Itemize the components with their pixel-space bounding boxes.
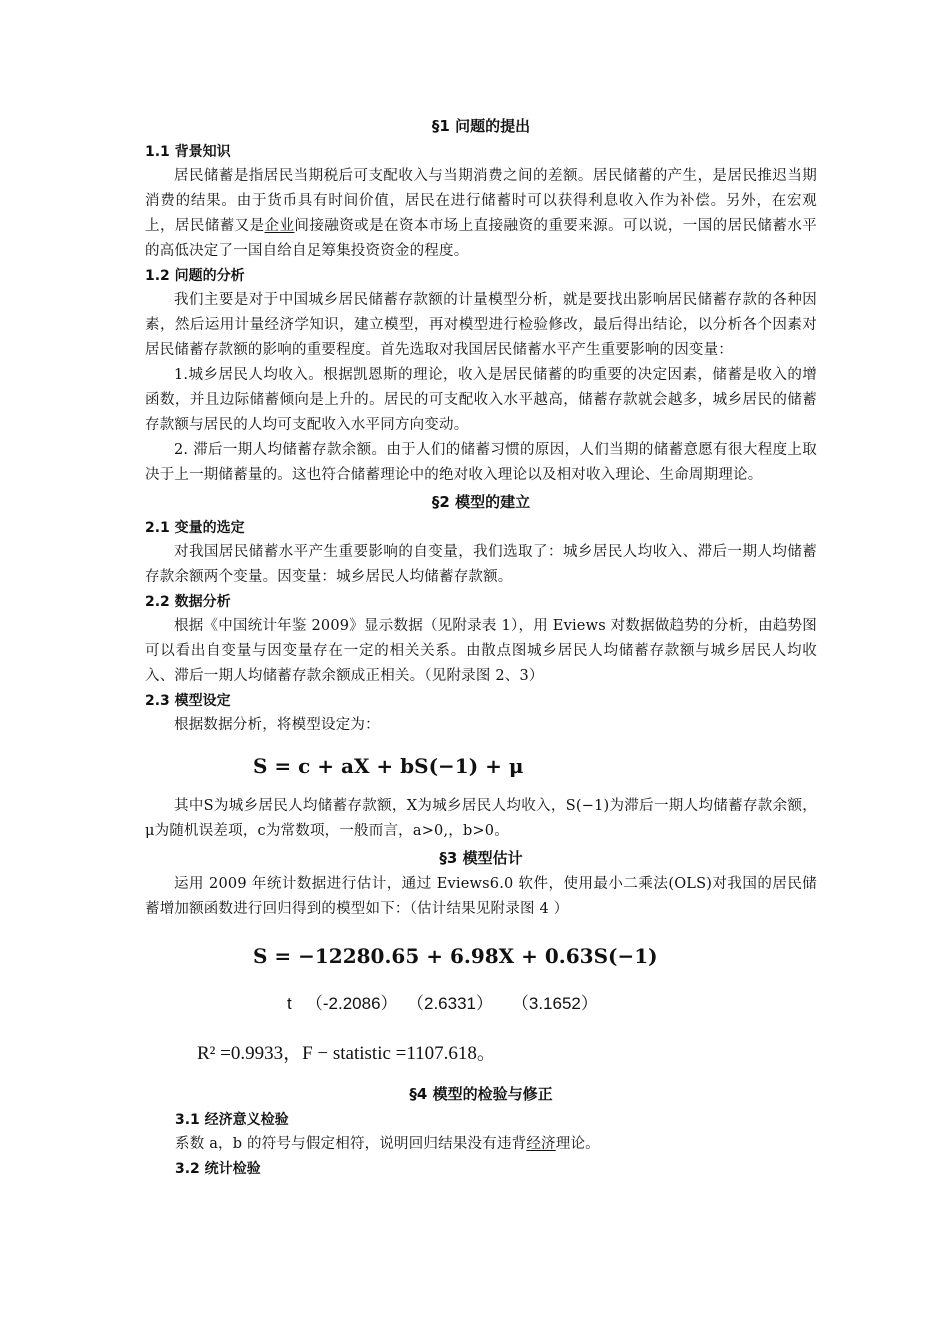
subsection-2-1-heading: 2.1 变量的选定 [145,520,245,536]
paragraph-background-text-a: 居民储蓄是指居民当期税后可支配收入与当期消费之间的差额。居民储蓄的产生，是居民推迟当期消费的结果。由于货币具有时间价值，居民在进行储蓄时可以获得利息收入作为补偿。另外，在宏观上，居民储蓄又是 [145,168,817,234]
paragraph-model-setting: 根据数据分析，将模型设定为： [174,717,380,733]
section-4-title: §4 模型的检验与修正 [409,1085,553,1103]
subsection-1-2-heading: 1.2 问题的分析 [145,268,245,284]
t-statistics-line: t （-2.2086） （2.6331） （3.1652） [287,994,598,1013]
section-1-title: §1 问题的提出 [431,117,531,135]
section-3-title: §3 模型估计 [439,849,523,867]
subsection-1-1-heading: 1.1 背景知识 [145,144,231,160]
estimated-equation: S = −12280.65 + 6.98X + 0.63S(−1) [253,944,658,968]
paragraph-variables: 对我国居民储蓄水平产生重要影响的自变量，我们选取了：城乡居民人均收入、滞后一期人均储蓄存款余额两个变量。因变量：城乡居民人均储蓄存款额。 [145,544,817,585]
paragraph-economic-test-text-b: 理论。 [555,1136,600,1152]
subsection-3-1-heading: 3.1 经济意义检验 [175,1112,289,1128]
subsection-3-2-heading: 3.2 统计检验 [175,1161,261,1177]
subsection-2-2-heading: 2.2 数据分析 [145,594,231,610]
paragraph-data-analysis: 根据《中国统计年鉴 2009》显示数据（见附录表 1），用 Eviews 对数据做趋势的分析，由趋势图可以看出自变量与因变量存在一定的相关关系。由散点图城乡居民人均储蓄存款额与城乡居民人均收入、滞后一期人均储蓄存款余额成正相关。（见附录图 2、3） [145,618,817,684]
paragraph-variable-definitions: 其中S为城乡居民人均储蓄存款额，X为城乡居民人均收入，S(−1)为滞后一期人均储蓄存款余额，μ为随机误差项，c为常数项，一般而言，a>0,，b>0。 [145,798,817,839]
subsection-2-3-heading: 2.3 模型设定 [145,693,231,709]
paragraph-analysis: 我们主要是对于中国城乡居民储蓄存款额的计量模型分析，就是要找出影响居民储蓄存款的各种因素，然后运用计量经济学知识，建立模型，再对模型进行检验修改，最后得出结论，以分析各个因素对居民储蓄存款额的影响的重要程度。首先选取对我国居民储蓄水平产生重要影响的因变量： [145,292,817,358]
document-page [145,112,817,1181]
list-item-income: 1.城乡居民人均收入。根据凯恩斯的理论，收入是居民储蓄的昀重要的决定因素，储蓄是收入的增函数，并且边际储蓄倾向是上升的。居民的可支配收入水平越高，储蓄存款就会越多，城乡居民的储蓄存款额与居民的人均可支配收入水平同方向变动。 [145,367,817,433]
section-2-title: §2 模型的建立 [431,493,531,511]
model-equation: S = c + aX + bS(−1) + μ [253,754,524,778]
paragraph-estimation: 运用 2009 年统计数据进行估计，通过 Eviews6.0 软件，使用最小二乘法(OLS)对我国的居民储蓄增加额函数进行回归得到的模型如下：（估计结果见附录图 4 ） [145,876,817,917]
list-item-lagged-savings: 2. 滞后一期人均储蓄存款余额。由于人们的储蓄习惯的原因，人们当期的储蓄意愿有很大程度上取决于上一期储蓄量的。这也符合储蓄理论中的绝对收入理论以及相对收入理论、生命周期理论。 [145,442,817,483]
r-squared-line: R² =0.9933，F − statistic =1107.618。 [197,1043,496,1064]
link-economics[interactable]: 经济 [526,1136,556,1152]
paragraph-economic-test-text-a: 系数 a，b 的符号与假定相符，说明回归结果没有违背 [175,1136,527,1152]
paragraph-background-text-b: 间接融资或是在资本市场上直接融资的重要来源。可以说，一国的居民储蓄水平的高低决定了一国自给自足筹集投资资金的程度。 [145,218,818,259]
paragraph-economic-test [145,1132,817,1157]
link-enterprise[interactable]: 企业 [264,218,295,234]
paragraph-background [145,164,817,264]
